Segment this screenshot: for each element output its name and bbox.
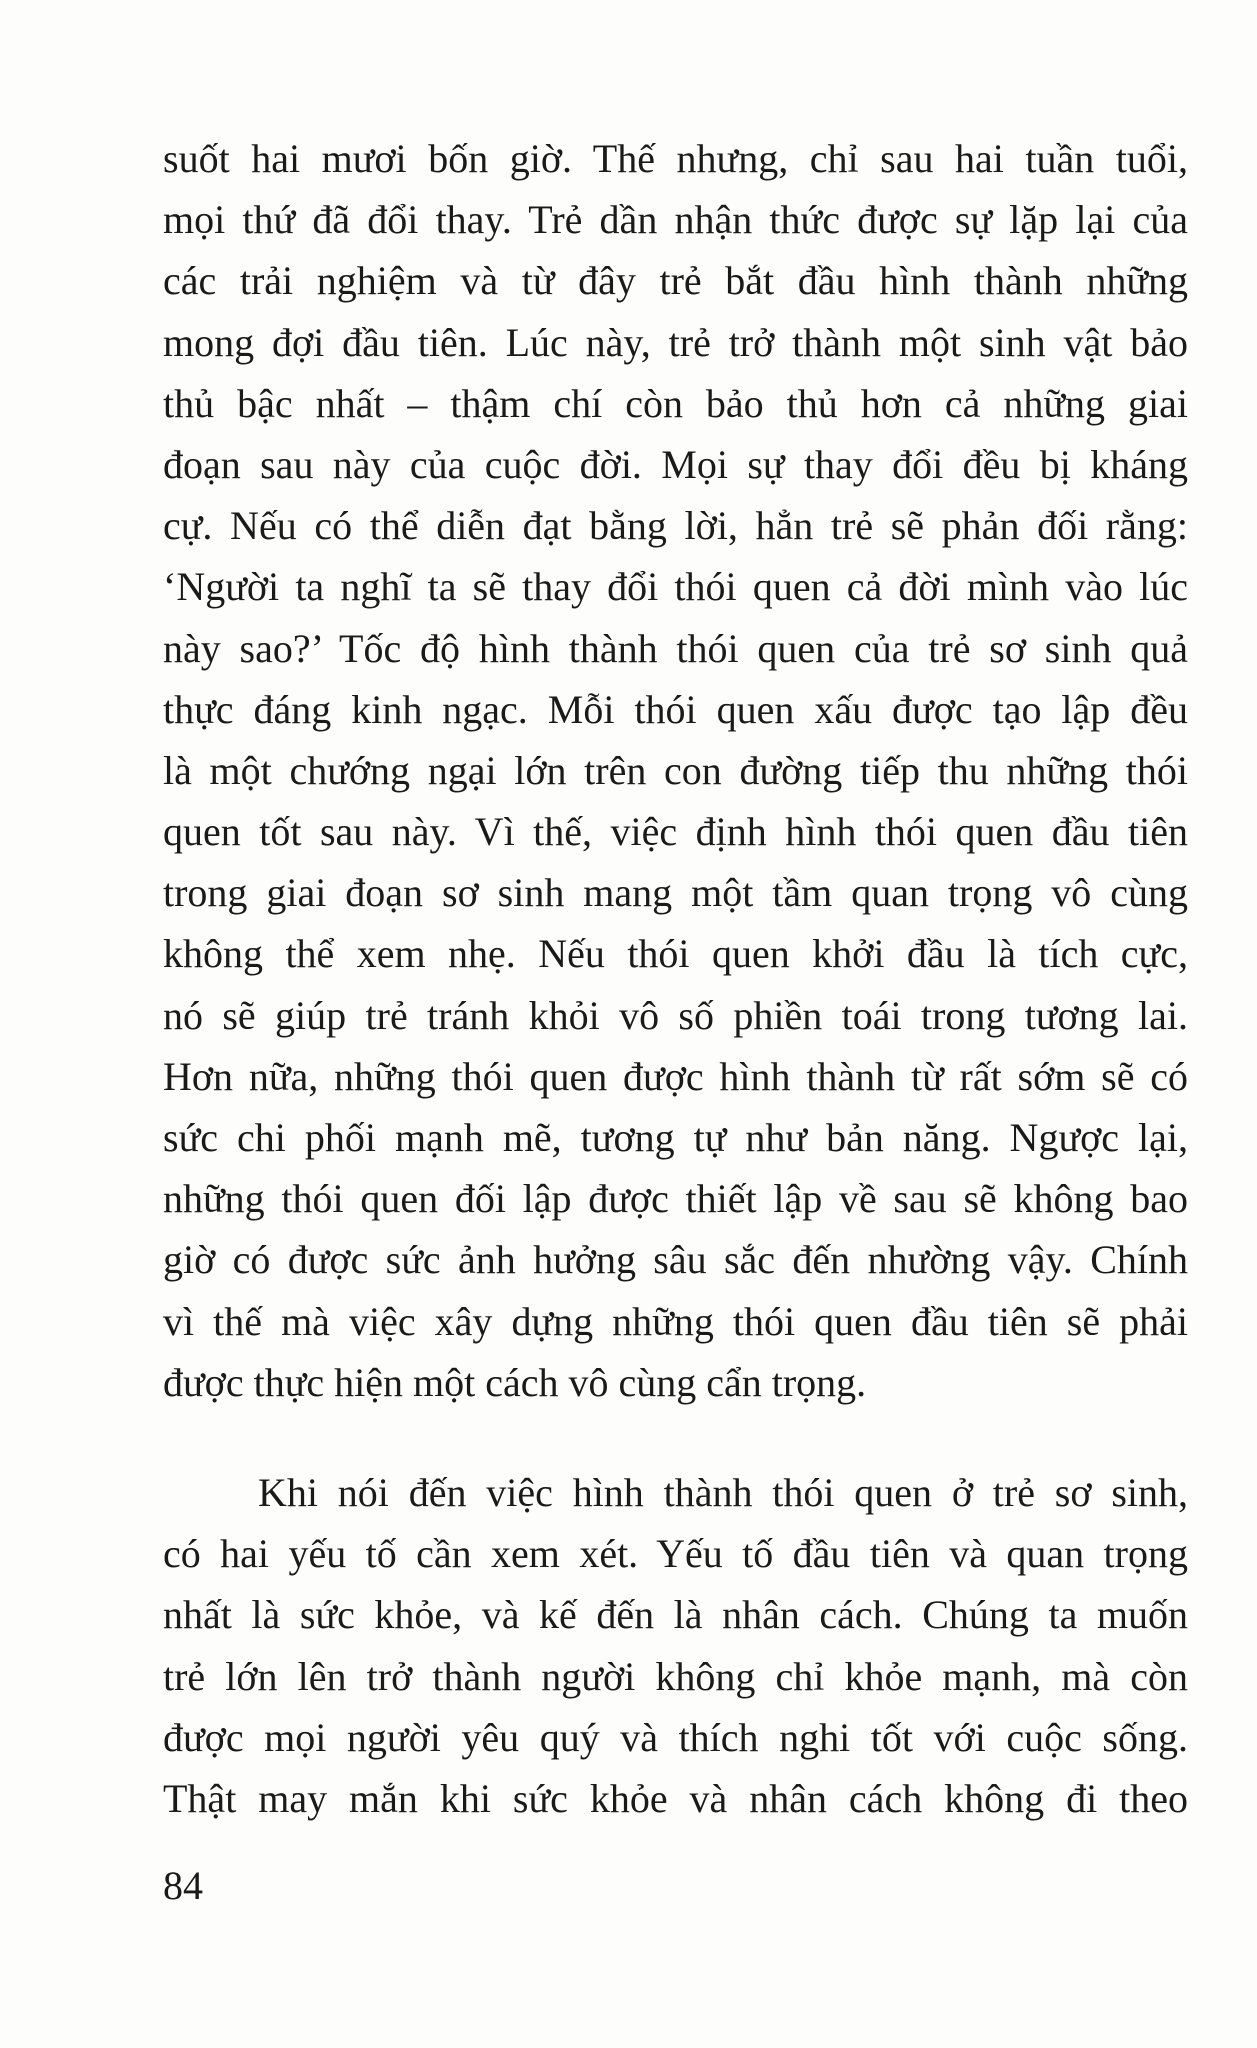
text-line: Khi nói đến việc hình thành thói quen ở trẻ sơ sinh,	[258, 1470, 1188, 1515]
text-line: nhất là sức khỏe, và kế đến là nhân cách. Chúng ta muốn	[163, 1592, 1188, 1638]
text-line: ‘Người ta nghĩ ta sẽ thay đổi thói quen cả đời mình vào lúc	[163, 564, 1188, 610]
text-line: trong giai đoạn sơ sinh mang một tầm quan trọng vô cùng	[163, 870, 1188, 916]
paragraph-1	[163, 128, 1188, 1413]
text-line: Hơn nữa, những thói quen được hình thành từ rất sớm sẽ có	[163, 1053, 1188, 1099]
text-line: vì thế mà việc xây dựng những thói quen đầu tiên sẽ phải	[163, 1298, 1188, 1344]
text-line: nó sẽ giúp trẻ tránh khỏi vô số phiền toái trong tương lai.	[163, 992, 1188, 1038]
text-line: không thể xem nhẹ. Nếu thói quen khởi đầu là tích cực,	[163, 931, 1188, 977]
text-line: là một chướng ngại lớn trên con đường tiếp thu những thói	[163, 747, 1188, 793]
paragraph-2	[163, 1462, 1188, 1829]
text-line: thủ bậc nhất – thậm chí còn bảo thủ hơn cả những giai	[163, 380, 1188, 426]
text-line: quen tốt sau này. Vì thế, việc định hình thói quen đầu tiên	[163, 809, 1188, 855]
text-line: các trải nghiệm và từ đây trẻ bắt đầu hình thành những	[163, 258, 1188, 304]
text-line: suốt hai mươi bốn giờ. Thế nhưng, chỉ sau hai tuần tuổi,	[163, 136, 1188, 181]
text-line: trẻ lớn lên trở thành người không chỉ khỏe mạnh, mà còn	[163, 1653, 1188, 1699]
text-line: được thực hiện một cách vô cùng cẩn trọng.	[163, 1359, 867, 1405]
text-line: mong đợi đầu tiên. Lúc này, trẻ trở thành một sinh vật bảo	[163, 319, 1188, 365]
text-line: thực đáng kinh ngạc. Mỗi thói quen xấu được tạo lập đều	[163, 686, 1188, 732]
text-line: đoạn sau này của cuộc đời. Mọi sự thay đổi đều bị kháng	[163, 441, 1188, 487]
text-line: có hai yếu tố cần xem xét. Yếu tố đầu tiên và quan trọng	[163, 1531, 1188, 1577]
text-line: cự. Nếu có thể diễn đạt bằng lời, hẳn trẻ sẽ phản đối rằng:	[163, 503, 1188, 549]
page-number: 84	[163, 1863, 203, 1908]
text-line: những thói quen đối lập được thiết lập về sau sẽ không bao	[163, 1176, 1188, 1222]
text-line: mọi thứ đã đổi thay. Trẻ dần nhận thức được sự lặp lại của	[163, 197, 1188, 243]
text-line: này sao?’ Tốc độ hình thành thói quen của trẻ sơ sinh quả	[163, 625, 1188, 671]
text-line: sức chi phối mạnh mẽ, tương tự như bản năng. Ngược lại,	[163, 1115, 1188, 1160]
text-line: giờ có được sức ảnh hưởng sâu sắc đến nhường vậy. Chính	[163, 1237, 1188, 1283]
text-line: được mọi người yêu quý và thích nghi tốt với cuộc sống.	[163, 1714, 1188, 1760]
text-line: Thật may mắn khi sức khỏe và nhân cách không đi theo	[163, 1775, 1188, 1821]
